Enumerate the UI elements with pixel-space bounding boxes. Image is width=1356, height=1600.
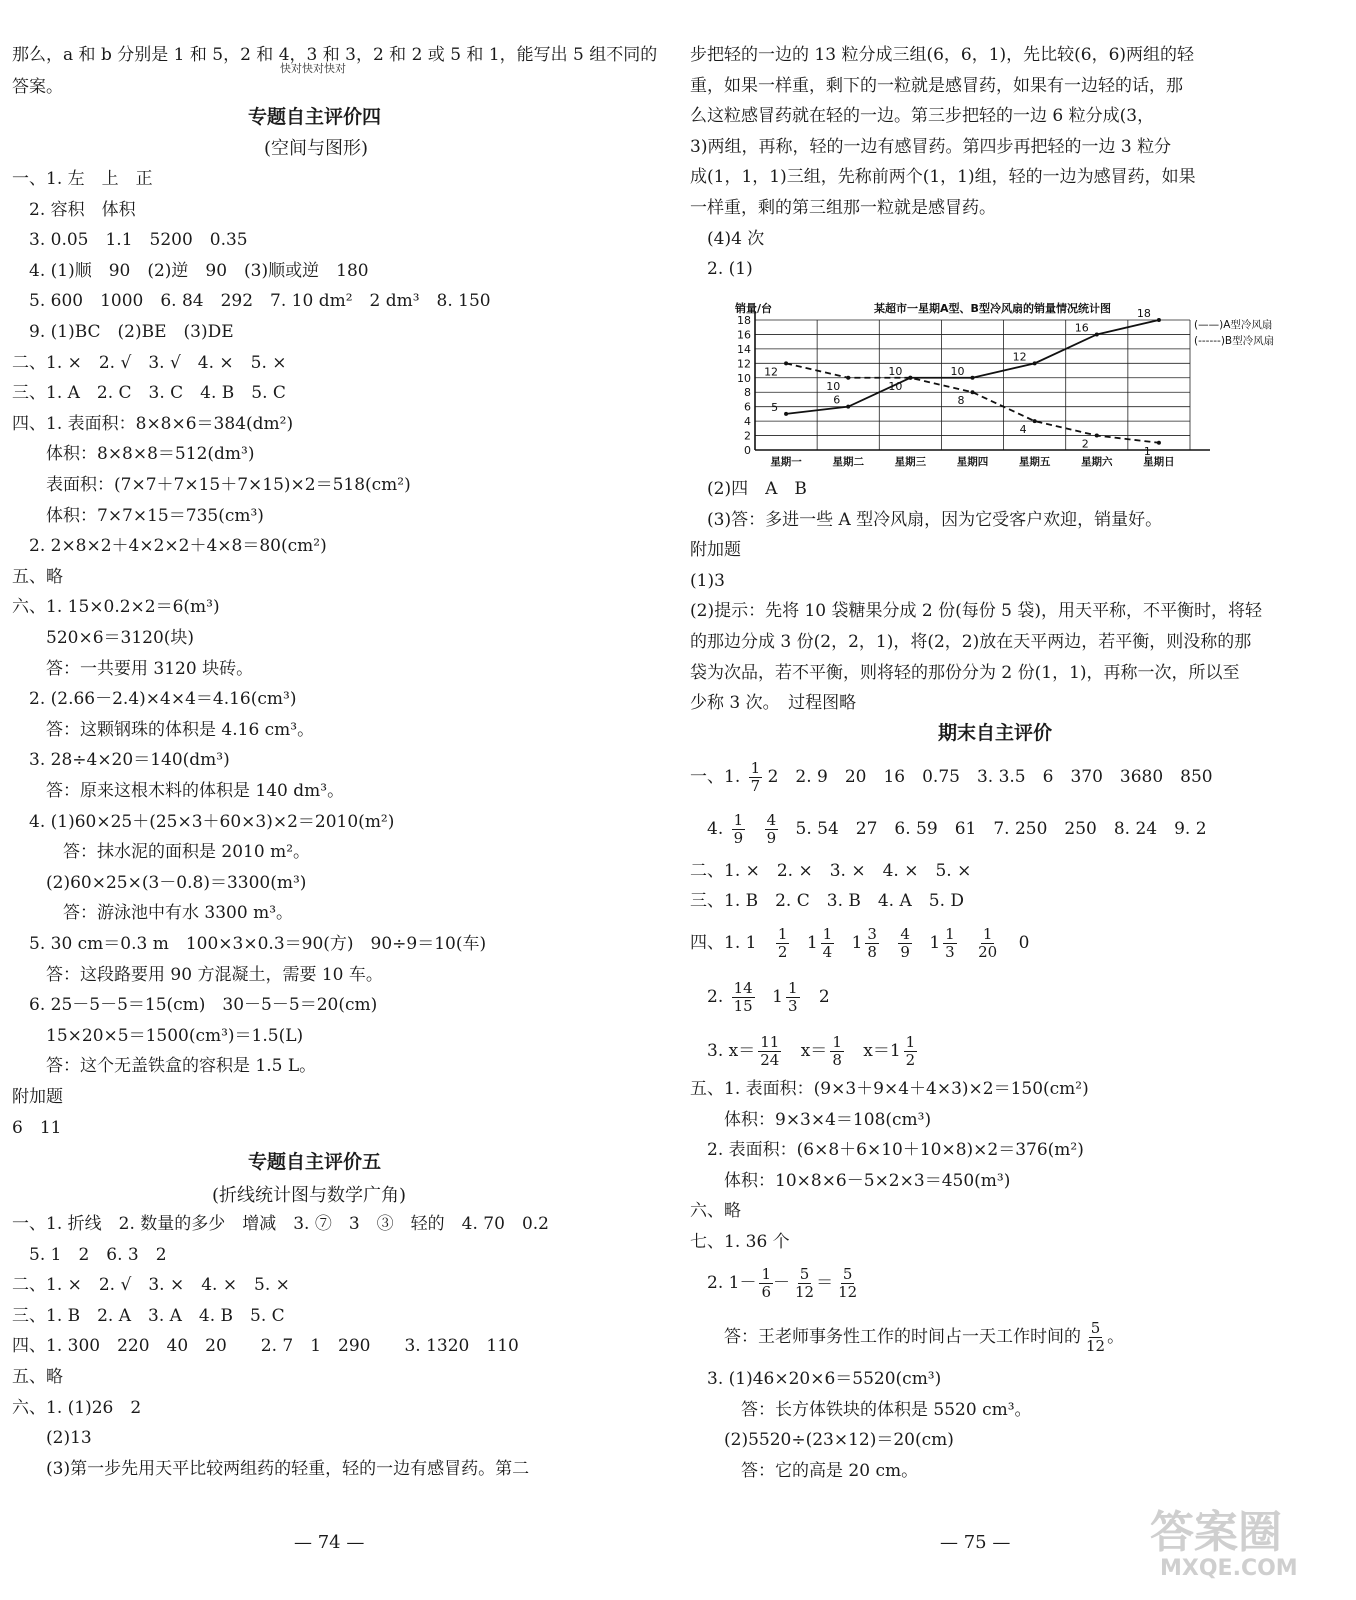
intro-line-2: 答案。 — [12, 77, 63, 97]
watermark-logo: 答案圈 — [1150, 1507, 1282, 1558]
text-line: 体积：7×7×15＝735(cm³) — [12, 505, 264, 526]
data-label: 16 — [1074, 321, 1089, 335]
final-q3: 三、1. B 2. C 3. B 4. A 5. D — [690, 891, 965, 911]
fraction: $\frac{4}{9}$ — [766, 811, 777, 847]
data-label: 1 — [1143, 444, 1151, 458]
x-tick-label: 星期一 — [770, 456, 802, 468]
data-point — [846, 405, 850, 409]
s4-prefix: 四、1. 1 — [690, 933, 757, 953]
text-line: 步把轻的一边的 13 粒分成三组(6，6，1)，先比较(6，6)两组的轻 — [690, 45, 1195, 65]
minus-sign: － — [773, 1273, 790, 1293]
data-label: 4 — [1019, 423, 1027, 437]
data-point — [784, 412, 788, 416]
data-point — [1033, 361, 1037, 365]
data-point — [1095, 434, 1099, 438]
q4-rest: 5. 54 27 6. 59 61 7. 250 250 8. 24 9. 2 — [795, 819, 1207, 839]
s42-prefix: 2. — [690, 987, 724, 1007]
text-line: 四、1. 300 220 40 20 2. 7 1 290 3. 1320 110 — [12, 1336, 519, 1357]
y-tick-label: 18 — [737, 314, 751, 327]
text-line: 附加题 — [12, 1087, 63, 1107]
text-line: 五、略 — [12, 566, 63, 587]
final-s7-2 — [690, 1266, 859, 1301]
text-line: 答：原来这根木料的体积是 140 dm³。 — [12, 781, 345, 801]
intro-line-1: 那么，a 和 b 分别是 1 和 5，2 和 4，3 和 3，2 和 2 或 5 和 1，能写出 5 组不同的 — [12, 45, 658, 65]
page-number-left: — 74 — — [294, 1532, 365, 1553]
fraction: $\frac{1}{4}$ — [822, 925, 833, 961]
fraction: $\frac{5}{12}$ — [795, 1265, 815, 1301]
x-tick-label: 星期二 — [832, 456, 864, 468]
text-line: 3)两组，再称，轻的一边有感冒药。第四步再把轻的一边 3 粒分 — [690, 136, 1172, 157]
y-tick-label: 12 — [737, 357, 751, 371]
text-line: 5. 30 cm＝0.3 m 100×3×0.3＝90(方) 90÷9＝10(车) — [12, 934, 487, 954]
final-s4-3 — [690, 1034, 917, 1069]
text-line: 重，如果一样重，剩下的一粒就是感冒药，如果有一边轻的话，那 — [690, 75, 1183, 96]
text-line: 4. (1)顺 90 (2)逆 90 (3)顺或逆 180 — [12, 260, 369, 281]
data-point — [784, 361, 788, 365]
text-line: 六、1. 15×0.2×2＝6(m³) — [12, 597, 220, 618]
x-tick-label: 星期五 — [1018, 456, 1051, 468]
equals-sign: ＝ — [816, 1273, 834, 1293]
text-line: 六、略 — [690, 1201, 741, 1222]
s43-prefix: 3. x＝ — [690, 1041, 756, 1061]
data-point — [1157, 318, 1161, 322]
x-tick-label: 星期日 — [1143, 456, 1175, 468]
text-line: 四、1. 表面积：8×8×6＝384(dm²) — [12, 413, 294, 434]
mixed-whole: 1 — [806, 933, 818, 953]
text-line: 2. 表面积：(6×8＋6×10＋10×8)×2＝376(m²) — [690, 1140, 1084, 1161]
fraction: $\frac{4}{9}$ — [900, 925, 910, 961]
text-line: 3. 28÷4×20＝140(dm³) — [12, 750, 230, 771]
chart-title: 某超市一星期A型、B型冷风扇的销量情况统计图 — [874, 302, 1111, 315]
text-line: 520×6＝3120(块) — [12, 628, 195, 648]
final-s4-2 — [690, 980, 830, 1015]
data-point — [846, 376, 850, 380]
mixed-whole: 1 — [851, 933, 863, 953]
x-tick-label: 星期三 — [894, 456, 927, 468]
text-line: 三、1. B 2. A 3. A 4. B 5. C — [12, 1305, 285, 1326]
data-label: 2 — [1081, 437, 1089, 451]
fraction: $\frac{11}{24}$ — [760, 1033, 780, 1069]
mixed-whole: 1 — [772, 987, 783, 1007]
text-line: 么这粒感冒药就在轻的一边。第三步把轻的一边 6 粒分成(3， — [690, 106, 1155, 127]
series-line-b — [786, 363, 1159, 442]
s72-prefix: 2. 1－ — [690, 1273, 757, 1293]
y-tick-label: 4 — [744, 415, 751, 429]
text-line: 3. (1)46×20×6＝5520(cm³) — [690, 1369, 942, 1389]
data-label: 10 — [888, 364, 903, 378]
fraction: $\frac{1}{3}$ — [787, 979, 798, 1015]
text-line: 的那边分成 3 份(2，2，1)，将(2，2)放在天平两边，若平衡，则没称的那 — [690, 632, 1252, 652]
text-line: (4)4 次 — [690, 228, 765, 249]
data-label: 12 — [1012, 350, 1027, 364]
s42-end: 2 — [818, 987, 830, 1007]
text-line: (3)答：多进一些 A 型冷风扇，因为它受客户欢迎，销量好。 — [690, 509, 1163, 530]
text-line: 体积：8×8×8＝512(dm³) — [12, 444, 255, 465]
final-q1 — [690, 760, 1213, 795]
watermark-url: MXQE.COM — [1160, 1556, 1298, 1581]
data-point — [1033, 419, 1037, 423]
text-line: 答：这段路要用 90 方混凝土，需要 10 车。 — [12, 964, 383, 985]
text-line: 4. (1)60×25＋(25×3＋60×3)×2＝2010(m²) — [12, 811, 395, 832]
line-chart — [710, 300, 1330, 472]
y-tick-label: 10 — [737, 371, 751, 385]
s72-answer: 答：王老师事务性工作的时间占一天工作时间的 — [690, 1327, 1081, 1347]
text-line: (1)3 — [690, 570, 725, 591]
text-line: 2. 2×8×2＋4×2×2＋4×8＝80(cm²) — [12, 536, 327, 557]
fraction: $\frac{1}{6}$ — [761, 1265, 771, 1301]
fraction: $\frac{1}{7}$ — [750, 759, 761, 795]
fraction: $\frac{1}{2}$ — [905, 1033, 916, 1069]
y-tick-label: 0 — [744, 444, 751, 457]
text-line: 少称 3 次。 过程图略 — [690, 693, 857, 714]
y-tick-label: 8 — [744, 386, 751, 400]
y-axis-label: 销量/台 — [735, 302, 773, 315]
text-line: 袋为次品，若不平衡，则将轻的那份分为 2 份(1，1)，再称一次，所以至 — [690, 662, 1240, 683]
fraction: $\frac{1}{20}$ — [978, 925, 998, 961]
final-q1-4 — [690, 812, 1207, 847]
data-label: 18 — [1136, 307, 1151, 320]
s4-end: 0 — [1018, 933, 1030, 953]
text-line: 附加题 — [690, 540, 741, 561]
text-line: 5. 1 2 6. 3 2 — [12, 1244, 167, 1265]
final-title: 期末自主评价 — [938, 722, 1053, 744]
text-line: 答：它的高是 20 cm。 — [690, 1460, 919, 1481]
text-line: 答：长方体铁块的体积是 5520 cm³。 — [690, 1399, 1032, 1420]
data-point — [971, 390, 975, 394]
data-label: 12 — [764, 365, 779, 379]
fraction: $\frac{5}{12}$ — [838, 1265, 858, 1301]
line-chart-svg — [710, 300, 1330, 472]
text-line: 五、略 — [12, 1367, 63, 1387]
final-s4-1 — [690, 926, 1029, 961]
text-line: 答：游泳池中有水 3300 m³。 — [12, 903, 294, 924]
legend-entry: (------)B型冷风扇 — [1194, 335, 1275, 347]
final-q2: 二、1. × 2. × 3. × 4. × 5. × — [690, 861, 972, 881]
data-label: 10 — [888, 379, 903, 393]
q4-prefix: 4. — [690, 819, 724, 839]
final-s7-2-answer — [690, 1320, 1124, 1355]
text-line: 成(1，1，1)三组，先称前两个(1，1)组，轻的一边为感冒药，如果 — [690, 167, 1196, 188]
text-line: 一、1. 折线 2. 数量的多少 增减 3. ⑦ 3 ③ 轻的 4. 70 0.2 — [12, 1214, 549, 1234]
q1-rest: 2 2. 9 20 16 0.75 3. 3.5 6 370 3680 850 — [767, 767, 1213, 787]
text-line: (3)第一步先用天平比较两组药的轻重，轻的一边有感冒药。第二 — [12, 1458, 530, 1479]
fraction: $\frac{1}{8}$ — [832, 1033, 842, 1069]
section-5-title: 专题自主评价五 — [248, 1151, 382, 1173]
text-line: 答：一共要用 3120 块砖。 — [12, 658, 254, 679]
data-label: 10 — [826, 379, 841, 393]
text-line: 体积：9×3×4＝108(cm³) — [690, 1109, 932, 1130]
x-tick-label: 星期四 — [956, 456, 989, 468]
text-line: (2)提示：先将 10 袋糖果分成 2 份(每份 5 袋)，用天平称，不平衡时，将轻 — [690, 601, 1263, 622]
text-line: 15×20×5＝1500(cm³)＝1.5(L) — [12, 1025, 304, 1046]
data-label: 5 — [771, 400, 779, 414]
y-tick-label: 2 — [744, 429, 751, 443]
data-label: 8 — [957, 394, 965, 408]
x-tick-label: 星期六 — [1081, 456, 1113, 468]
fraction: $\frac{1}{2}$ — [777, 925, 788, 961]
page-number-right: — 75 — — [940, 1532, 1011, 1553]
text-line: (2)13 — [12, 1428, 92, 1449]
text-line: 6. 25－5－5＝15(cm) 30－5－5＝20(cm) — [12, 995, 378, 1016]
text-line: 二、1. × 2. √ 3. × 4. × 5. × — [12, 1275, 290, 1296]
text-line: 答：这颗钢珠的体积是 4.16 cm³。 — [12, 719, 315, 740]
data-point — [971, 376, 975, 380]
text-line: 答：抹水泥的面积是 2010 m²。 — [12, 842, 311, 863]
text-line: 二、1. × 2. √ 3. √ 4. × 5. × — [12, 352, 287, 373]
data-point — [908, 376, 912, 380]
data-label: 10 — [950, 364, 965, 378]
text-line: 2. 容积 体积 — [12, 199, 136, 220]
text-line: 一样重，剩的第三组那一粒就是感冒药。 — [690, 198, 996, 218]
s72-answer-end: 。 — [1107, 1327, 1125, 1347]
text-line: (2)60×25×(3－0.8)＝3300(m³) — [12, 872, 307, 893]
y-tick-label: 16 — [737, 328, 751, 342]
text-line: 七、1. 36 个 — [690, 1232, 790, 1252]
text-line: 五、1. 表面积：(9×3＋9×4＋4×3)×2＝150(cm²) — [690, 1079, 1089, 1099]
text-line: 3. 0.05 1.1 5200 0.35 — [12, 230, 248, 251]
fraction: $\frac{3}{8}$ — [867, 925, 877, 961]
y-tick-label: 6 — [744, 400, 751, 414]
text-line: 三、1. A 2. C 3. C 4. B 5. C — [12, 383, 286, 404]
mixed-whole: 1 — [929, 933, 941, 953]
text-line: 表面积：(7×7＋7×15＋7×15)×2＝518(cm²) — [12, 475, 411, 495]
section-4-subtitle: (空间与图形) — [264, 138, 369, 159]
text-line: 一、1. 左 上 正 — [12, 169, 153, 189]
fraction: $\frac{1}{9}$ — [733, 811, 744, 847]
data-label: 6 — [833, 393, 841, 407]
q1-prefix: 一、1. — [690, 767, 741, 787]
section-4-title: 专题自主评价四 — [248, 106, 382, 128]
fraction: $\frac{1}{3}$ — [945, 925, 955, 961]
text-line: 5. 600 1000 6. 84 292 7. 10 dm² 2 dm³ 8. 150 — [12, 291, 491, 312]
fraction: $\frac{14}{15}$ — [733, 979, 753, 1015]
text-line: (2)四 A B — [690, 479, 807, 499]
text-line: 六、1. (1)26 2 — [12, 1397, 142, 1418]
fraction: $\frac{5}{12}$ — [1086, 1319, 1106, 1355]
text-line: 9. (1)BC (2)BE (3)DE — [12, 322, 234, 342]
section-5-subtitle: (折线统计图与数学广角) — [212, 1185, 407, 1206]
text-line: (2)5520÷(23×12)＝20(cm) — [690, 1430, 954, 1451]
data-point — [1095, 332, 1099, 336]
data-point — [1157, 441, 1161, 445]
text-line: 体积：10×8×6－5×2×3＝450(m³) — [690, 1170, 1011, 1191]
legend-entry: (——)A型冷风扇 — [1194, 319, 1273, 331]
text-line: 答：这个无盖铁盒的容积是 1.5 L。 — [12, 1056, 317, 1077]
y-tick-label: 14 — [737, 342, 751, 356]
text-line: 2. (1) — [690, 259, 753, 280]
text-line: 2. (2.66－2.4)×4×4＝4.16(cm³) — [12, 689, 297, 710]
s43-mid1: x＝ — [800, 1041, 828, 1061]
s43-mid2: x＝1 — [863, 1041, 901, 1061]
text-line: 6 11 — [12, 1117, 62, 1138]
handwritten-scribble: 快对快对快对 — [280, 62, 346, 75]
